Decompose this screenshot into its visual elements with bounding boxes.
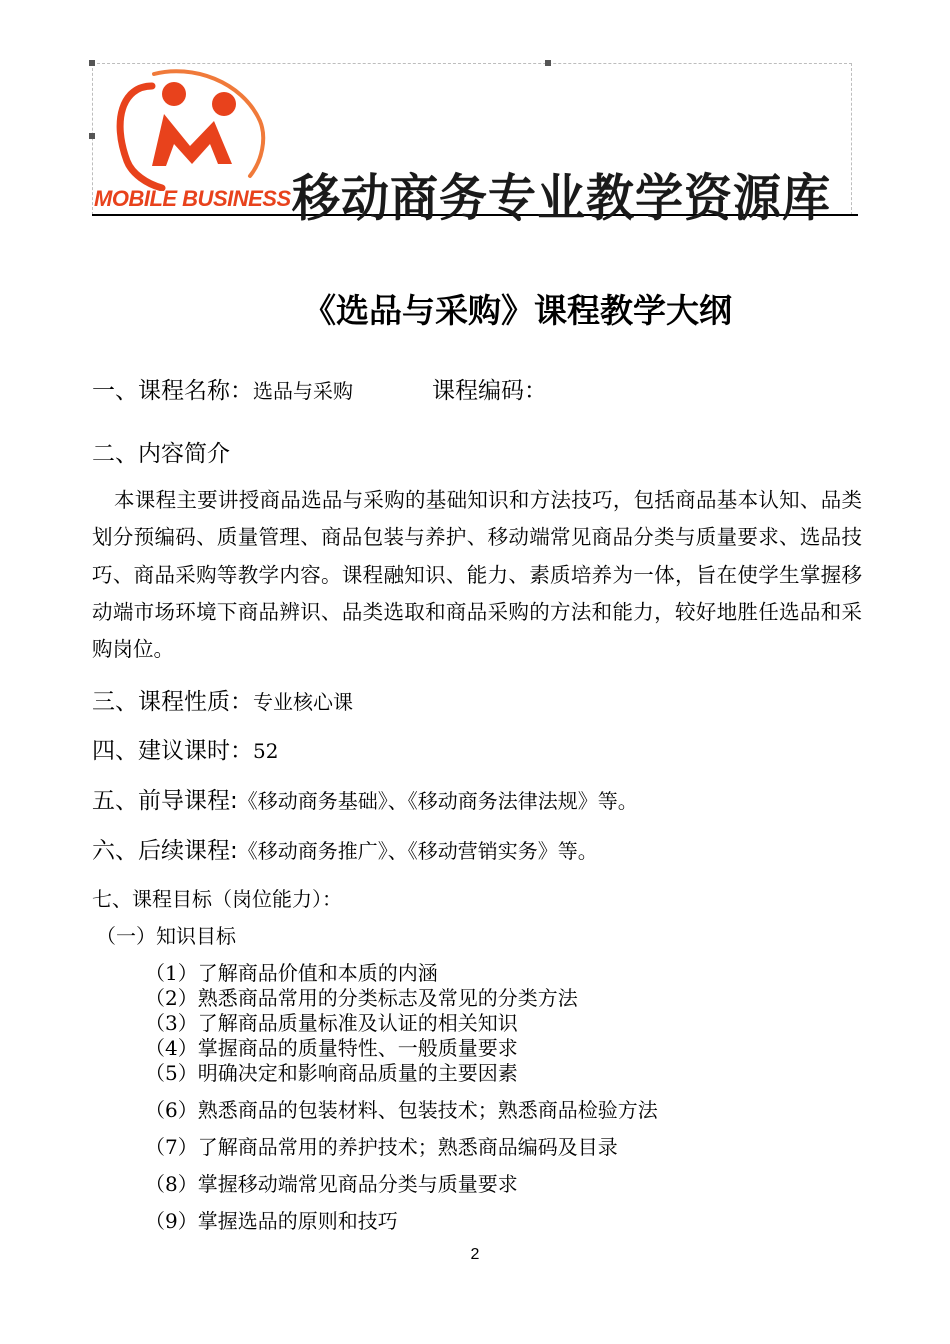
brand-chinese-name: 移动商务专业教学资源库 (292, 169, 832, 229)
hours-label: 四、建议课时： (92, 738, 253, 764)
page-number: 2 (470, 1246, 480, 1263)
knowledge-goal-item: （3）了解商品质量标准及认证的相关知识 (145, 1011, 518, 1035)
knowledge-goal-item: （4）掌握商品的质量特性、一般质量要求 (145, 1036, 518, 1060)
knowledge-goal-item: （6）熟悉商品的包装材料、包装技术；熟悉商品检验方法 (145, 1098, 658, 1122)
resize-handle-top-middle[interactable] (545, 60, 551, 66)
intro-paragraph: 本课程主要讲授商品选品与采购的基础知识和方法技巧，包括商品基本认知、品类划分预编码、质量管理、商品包装与养护、移动端常见商品分类与质量要求、选品技巧、商品采购等教学内容。课程融知识、能力、素质培养为一体，旨在使学生掌握移动端市场环境下商品辨识、品类选取和商品采购的方法和能力，较好地胜任选品和采购岗位。 (92, 488, 862, 662)
document-title: 《选品与采购》课程教学大纲 (303, 291, 732, 330)
knowledge-goals-heading: （一）知识目标 (96, 924, 236, 948)
hours-value: 52 (253, 739, 279, 763)
section-course-nature (92, 683, 353, 716)
knowledge-goal-item: （2）熟悉商品常用的分类标志及常见的分类方法 (145, 986, 578, 1010)
section-intro-heading: 二、内容简介 (92, 441, 230, 467)
course-name-value: 选品与采购 (253, 379, 353, 403)
course-name-label: 一、课程名称： (92, 378, 253, 404)
followups-value: 《移动商务推广》、《移动营销实务》等。 (237, 839, 598, 863)
course-nature-value: 专业核心课 (253, 690, 353, 714)
prerequisites-value: 《移动商务基础》、《移动商务法律法规》等。 (237, 789, 638, 813)
section-followups (92, 832, 598, 865)
prerequisites-label: 五、前导课程: (92, 788, 238, 814)
knowledge-goal-item: （8）掌握移动端常见商品分类与质量要求 (145, 1172, 518, 1196)
followups-label: 六、后续课程: (92, 838, 238, 864)
brand-english-name: MOBILE BUSINESS (94, 186, 291, 211)
course-nature-label: 三、课程性质： (92, 689, 253, 715)
section-prerequisites (92, 782, 638, 815)
section-goals-heading: 七、课程目标（岗位能力）： (92, 887, 342, 911)
section-course-name (92, 372, 353, 405)
mobile-business-logo-icon (92, 66, 292, 191)
knowledge-goal-item: （1）了解商品价值和本质的内涵 (145, 961, 438, 985)
knowledge-goal-item: （7）了解商品常用的养护技术；熟悉商品编码及目录 (145, 1135, 618, 1159)
knowledge-goal-item: （9）掌握选品的原则和技巧 (145, 1209, 398, 1233)
section-hours (92, 732, 278, 765)
knowledge-goal-item: （5）明确决定和影响商品质量的主要因素 (145, 1061, 518, 1085)
course-code-label: 课程编码： (432, 378, 547, 404)
